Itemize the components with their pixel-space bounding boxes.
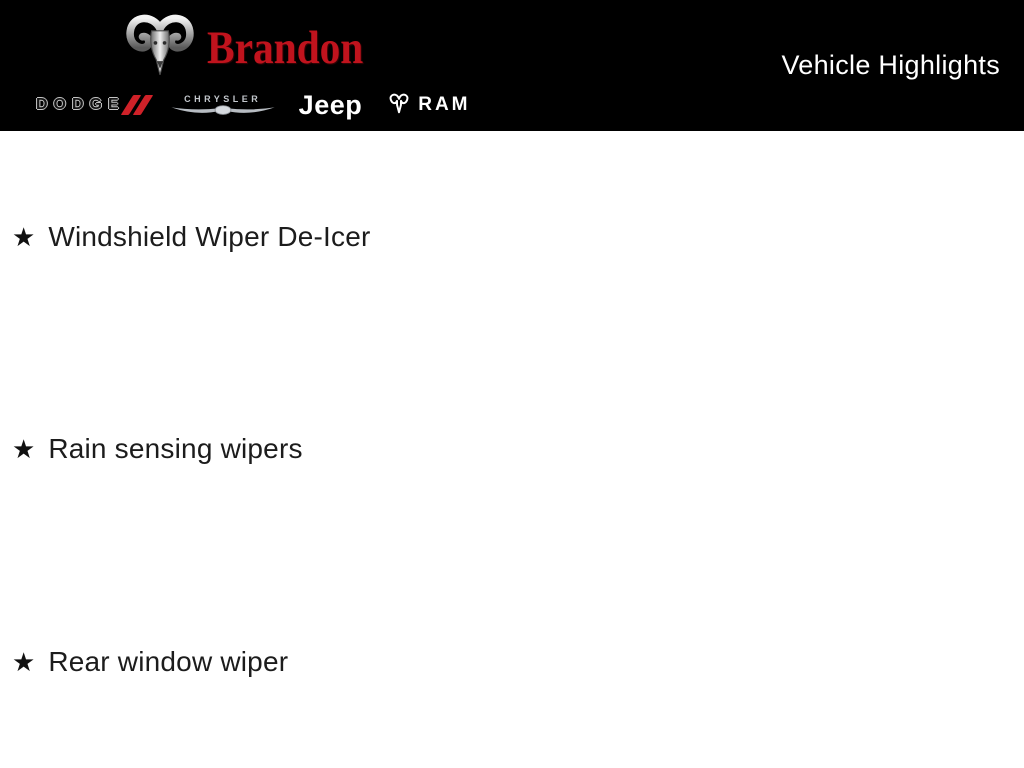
chrysler-wing-icon bbox=[169, 103, 277, 117]
highlight-label: Windshield Wiper De-Icer bbox=[48, 221, 371, 253]
red-double-slash-icon bbox=[127, 95, 147, 115]
ram-head-outline-icon bbox=[384, 91, 414, 119]
highlight-label: Rain sensing wipers bbox=[48, 433, 303, 465]
dodge-logo bbox=[36, 95, 147, 115]
ram-logo bbox=[384, 91, 470, 119]
highlight-label: Rear window wiper bbox=[48, 645, 289, 677]
dealership-name: Brandon bbox=[207, 22, 364, 74]
ram-head-icon bbox=[121, 11, 199, 87]
jeep-logo: Jeep bbox=[298, 89, 363, 120]
ram-wordmark: RAM bbox=[418, 94, 471, 115]
highlight-item bbox=[12, 433, 1024, 465]
dodge-wordmark: DODGE bbox=[36, 96, 125, 113]
header-banner bbox=[0, 0, 1024, 131]
highlight-item bbox=[12, 221, 1024, 253]
dealership-logo-top bbox=[121, 11, 385, 87]
star-icon: ★ bbox=[12, 434, 36, 465]
brand-logos-row bbox=[36, 90, 471, 121]
star-icon: ★ bbox=[12, 646, 36, 677]
highlight-item bbox=[12, 646, 1024, 678]
dealership-logo bbox=[36, 11, 471, 121]
page-title: Vehicle Highlights bbox=[781, 50, 1000, 80]
chrysler-wordmark: CHRYSLER bbox=[184, 93, 262, 104]
star-icon: ★ bbox=[12, 222, 36, 253]
highlights-list bbox=[0, 131, 1024, 768]
chrysler-logo bbox=[169, 94, 277, 117]
